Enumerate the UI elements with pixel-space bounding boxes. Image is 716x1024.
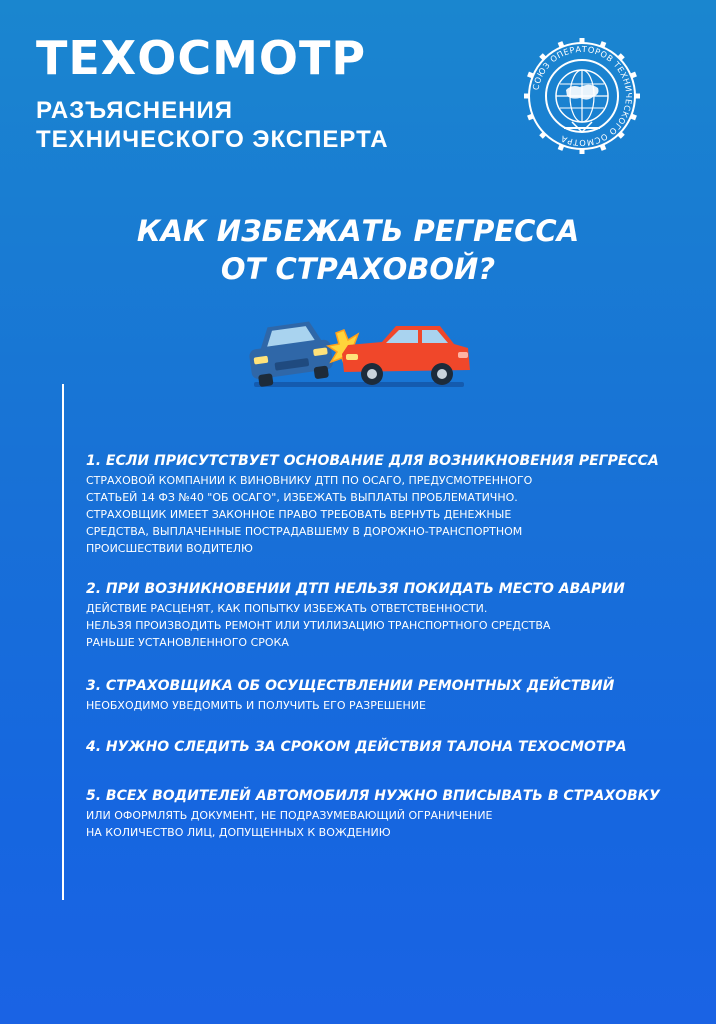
item-text: СТРАХОВОЙ КОМПАНИИ К ВИНОВНИКУ ДТП ПО ОСАГО, ПРЕДУСМОТРЕННОГО [86,474,533,487]
list-item [86,677,614,714]
item-text: ПРОИСШЕСТВИИ ВОДИТЕЛЮ [86,542,253,555]
item-title: 2. ПРИ ВОЗНИКНОВЕНИИ ДТП НЕЛЬЗЯ ПОКИДАТЬ МЕСТО АВАРИИ [86,581,625,597]
car-crash-icon [244,318,474,390]
item-title: 1. ЕСЛИ ПРИСУТСТВУЕТ ОСНОВАНИЕ ДЛЯ ВОЗНИКНОВЕНИЯ РЕГРЕССА [86,453,659,469]
subtitle-line: РАЗЪЯСНЕНИЯ [36,97,233,124]
svg-text:СОЮЗ ОПЕРАТОРОВ ТЕХНИЧЕСКОГО О: СОЮЗ ОПЕРАТОРОВ ТЕХНИЧЕСКОГО ОСМОТРА [530,43,635,149]
organization-seal-logo [520,34,644,158]
headline-line: КАК ИЗБЕЖАТЬ РЕГРЕССА [136,214,580,248]
item-text: НЕЛЬЗЯ ПРОИЗВОДИТЬ РЕМОНТ ИЛИ УТИЛИЗАЦИЮ ТРАНСПОРТНОГО СРЕДСТВА [86,619,551,632]
list-item [86,738,627,758]
page-title: ТЕХОСМОТР [36,31,367,85]
item-title: 4. НУЖНО СЛЕДИТЬ ЗА СРОКОМ ДЕЙСТВИЯ ТАЛОНА ТЕХОСМОТРА [86,739,627,755]
item-text: СТРАХОВЩИК ИМЕЕТ ЗАКОННОЕ ПРАВО ТРЕБОВАТЬ ВЕРНУТЬ ДЕНЕЖНЫЕ [86,508,512,521]
vertical-divider [62,384,64,900]
list-item [86,787,660,841]
item-text: НА КОЛИЧЕСТВО ЛИЦ, ДОПУЩЕННЫХ К ВОЖДЕНИЮ [86,826,391,839]
item-text: СРЕДСТВА, ВЫПЛАЧЕННЫЕ ПОСТРАДАВШЕМУ В ДОРОЖНО-ТРАНСПОРТНОМ [86,525,523,538]
item-text: НЕОБХОДИМО УВЕДОМИТЬ И ПОЛУЧИТЬ ЕГО РАЗРЕШЕНИЕ [86,699,426,712]
headline-line: ОТ СТРАХОВОЙ? [220,252,496,286]
page-subtitle [36,96,389,154]
item-text: ДЕЙСТВИЕ РАСЦЕНЯТ, КАК ПОПЫТКУ ИЗБЕЖАТЬ ОТВЕТСТВЕННОСТИ. [86,602,488,615]
item-title: 5. ВСЕХ ВОДИТЕЛЕЙ АВТОМОБИЛЯ НУЖНО ВПИСЫВАТЬ В СТРАХОВКУ [86,788,660,804]
item-text: РАНЬШЕ УСТАНОВЛЕННОГО СРОКА [86,636,289,649]
item-text: ИЛИ ОФОРМЛЯТЬ ДОКУМЕНТ, НЕ ПОДРАЗУМЕВАЮЩИЙ ОГРАНИЧЕНИЕ [86,809,493,822]
item-text: СТАТЬЕЙ 14 ФЗ №40 "ОБ ОСАГО", ИЗБЕЖАТЬ ВЫПЛАТЫ ПРОБЛЕМАТИЧНО. [86,491,518,504]
list-item [86,452,659,557]
item-title: 3. СТРАХОВЩИКА ОБ ОСУЩЕСТВЛЕНИИ РЕМОНТНЫХ ДЕЙСТВИЙ [86,678,615,694]
list-item [86,580,625,651]
main-headline [0,212,716,288]
subtitle-line: ТЕХНИЧЕСКОГО ЭКСПЕРТА [36,126,389,153]
